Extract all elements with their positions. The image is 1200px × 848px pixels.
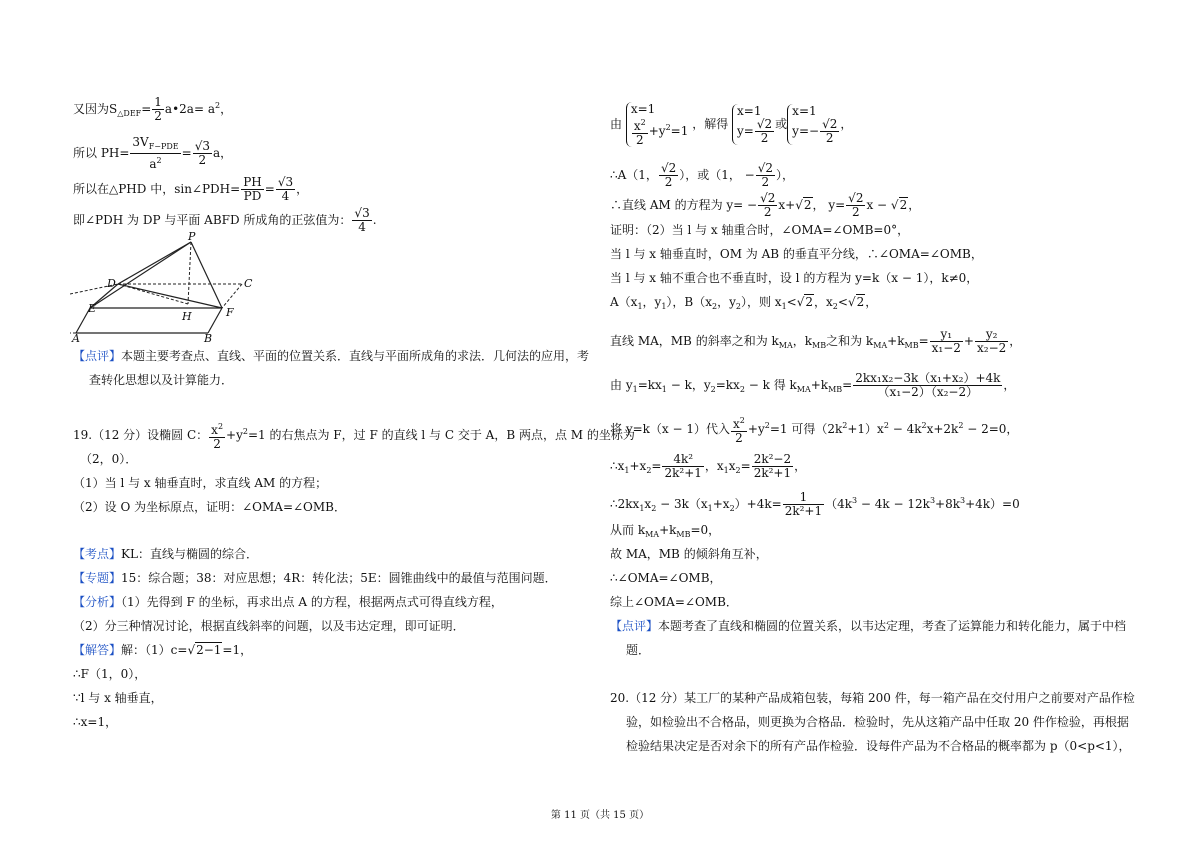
label-a: A bbox=[72, 332, 80, 344]
line-proof-2: 当 l 与 x 轴垂直时，OM 为 AB 的垂直平分线，∴∠OMA=∠OMB， bbox=[610, 247, 983, 261]
jieda: 【解答】解：（1）c=√2−1=1， bbox=[73, 643, 253, 657]
question-19: 19.（12 分）设椭圆 C： $\frac{x^2}{2}$ $+y^2=1$ 的右焦点为 F，过 F 的直线 l 与 C 交于 A，B 两点，点 M 的坐标为 bbox=[73, 422, 635, 451]
label-e: E bbox=[88, 302, 97, 315]
question-19-m: （2，0）． bbox=[80, 452, 138, 466]
line-substitute: 将 y=k（x − 1）代入 $\frac{x^2}{2}$ $+y^2=1$ 可得$(2k^2+1)x^2 - 4k^2x+2k^2 - 2=0$， bbox=[610, 416, 1019, 445]
line-point-a: ∴A（1， $\frac{√2}{2}$ ），或（1， − $\frac{√2}{2}$ ）， bbox=[610, 161, 795, 189]
edge-pf bbox=[191, 242, 222, 308]
comment-19: 【点评】本题考查了直线和椭圆的位置关系，以韦达定理，考查了运算能力和转化能力，属于中档 bbox=[610, 619, 1127, 633]
page-footer: 第 11 页（共 15 页） bbox=[550, 810, 650, 821]
comment-18-cont: 查转化思想以及计算能力． bbox=[89, 373, 234, 387]
line-sin-pdh: 所以在△PHD 中，sin∠PDH= $\frac{PH}{PD}$ = $\frac{√3}{4}$ ， bbox=[73, 175, 309, 203]
line-summary: 综上∠OMA=∠OMB． bbox=[610, 595, 738, 609]
line-equal-angles: ∴∠OMA=∠OMB， bbox=[610, 571, 722, 585]
line-ab-points: $A(x_1$，$y_1$），$B(x_2$，$y_2$），则 $x_1<√2$，$x_2<√2$， bbox=[610, 295, 878, 311]
line-supplementary: 故 MA，MB 的倾斜角互补， bbox=[610, 547, 768, 561]
step-x1: ∴x=1， bbox=[73, 715, 118, 729]
line-slope-sum: 直线 MA，MB 的斜率之和为 $k_{MA}$，$k_{MB}$之和为 $k_{MA}+k_{MB}=$ $\frac{\text{y₁}}{\text{x₁−2}}$ + $\frac{\text{y₂}}{\text{x₂−2}}$ ， bbox=[610, 327, 1022, 355]
line-proof-3: 当 l 与 x 轴不重合也不垂直时，设 l 的方程为 y=k（x − 1），k≠0， bbox=[610, 271, 979, 285]
label-b: B bbox=[204, 332, 213, 344]
edge-dp bbox=[118, 242, 191, 284]
step-perp: ∵l 与 x 轴垂直， bbox=[73, 691, 163, 705]
edge-dh bbox=[118, 284, 188, 304]
label-h: H bbox=[182, 310, 192, 323]
fenxi-2: （2）分三种情况讨论，根据直线斜率的问题，以及韦达定理，即可证明． bbox=[73, 619, 465, 633]
zhuanti: 【专题】15：综合题；38：对应思想；4R：转化法；5E：圆锥曲线中的最值与范围问题． bbox=[73, 571, 557, 585]
step-f: ∴F（1，0）， bbox=[73, 667, 147, 681]
comment-19-cont: 题． bbox=[626, 643, 651, 657]
line-ph: 所以 PH= $\frac{3V_{F-PDE}}{a^2}$ = $\frac{√3}{2}$ a， bbox=[73, 135, 233, 171]
fenxi: 【分析】（1）先得到 F 的坐标，再求出点 A 的方程，根据两点式可得直线方程， bbox=[73, 595, 503, 609]
comment-18: 【点评】本题主要考查点、直线、平面的位置关系．直线与平面所成角的求法．几何法的应用，考 bbox=[73, 349, 590, 363]
line-area-def: 又因为$S_{\triangle DEF}=$ $\frac{1}{2}$ a•2a= $a^2$， bbox=[73, 95, 233, 123]
line-vieta: $\therefore x_1+x_2=$ $\frac{\text{4k²}}{\text{2k²+1}}$ ，$x_1x_2=$ $\frac{\text{2k²−2}}{\text{2k²+1}}$ ， bbox=[610, 452, 807, 480]
edge-pe bbox=[90, 242, 191, 308]
line-system: 由 x=1 $\frac{x^2}{2}$ $+y^2=1$ ，解得 x=1 y= $\frac{√2}{2}$ 或 x=1 y=− $\frac{√2}{2}$ ， bbox=[610, 102, 853, 147]
line-slope-zero: 从而 $k_{MA}+k_{MB}=0$， bbox=[610, 523, 721, 539]
edge-ph bbox=[188, 242, 191, 304]
line-proof-1: 证明：（2）当 l 与 x 轴重合时，∠OMA=∠OMB=0°， bbox=[610, 223, 910, 237]
line-am-equation: ∴直线 AM 的方程为 y= − $\frac{√2}{2}$ x+√2， y= $\frac{√2}{2}$ x − √2， bbox=[610, 191, 921, 219]
question-20-line2: 验，如检验出不合格品，则更换为合格品．检验时，先从这箱产品中任取 20 件作检验，再根据 bbox=[626, 715, 1129, 729]
label-p: P bbox=[188, 232, 196, 243]
line-numerator-zero: $\therefore 2kx_1x_2 - 3k(x_1+x_2)+4k=$ $\frac{1}{\text{2k²+1}}$ $(4k^3 - 4k - 12k^3+8k^3+4k)=0$ bbox=[610, 490, 1020, 518]
label-f: F bbox=[226, 306, 234, 319]
edge-bf bbox=[208, 308, 222, 333]
label-d: D bbox=[107, 277, 116, 290]
geometry-figure bbox=[70, 232, 260, 344]
question-19-part2: （2）设 O 为坐标原点，证明：∠OMA=∠OMB． bbox=[73, 500, 347, 514]
line-slope-expression: 由 $y_1=kx_1 - k$，$y_2=kx_2 - k$ 得 $k_{MA}+k_{MB}=$ $\frac{\text{2kx₁x₂−3k（x₁+x₂）+4k}}{\text{（x₁−2）（x₂−2）}}$ ， bbox=[610, 371, 1016, 399]
question-20-line3: 检验结果决定是否对余下的所有产品作检验．设每件产品为不合格品的概率都为 p（0<p<1）， bbox=[626, 739, 1131, 753]
kaodian: 【考点】KL：直线与椭圆的综合． bbox=[73, 547, 258, 561]
question-20: 20.（12 分）某工厂的某种产品成箱包装，每箱 200 件，每一箱产品在交付用户之前要对产品作检 bbox=[610, 691, 1135, 705]
edge-cf bbox=[222, 284, 242, 308]
question-19-part1: （1）当 l 与 x 轴垂直时，求直线 AM 的方程； bbox=[73, 476, 328, 490]
line-conclusion: 即∠PDH 为 DP 与平面 ABFD 所成角的正弦值为： $\frac{√3}{4}$ . bbox=[73, 206, 377, 234]
edge-df bbox=[118, 284, 222, 308]
label-c: C bbox=[244, 277, 253, 290]
